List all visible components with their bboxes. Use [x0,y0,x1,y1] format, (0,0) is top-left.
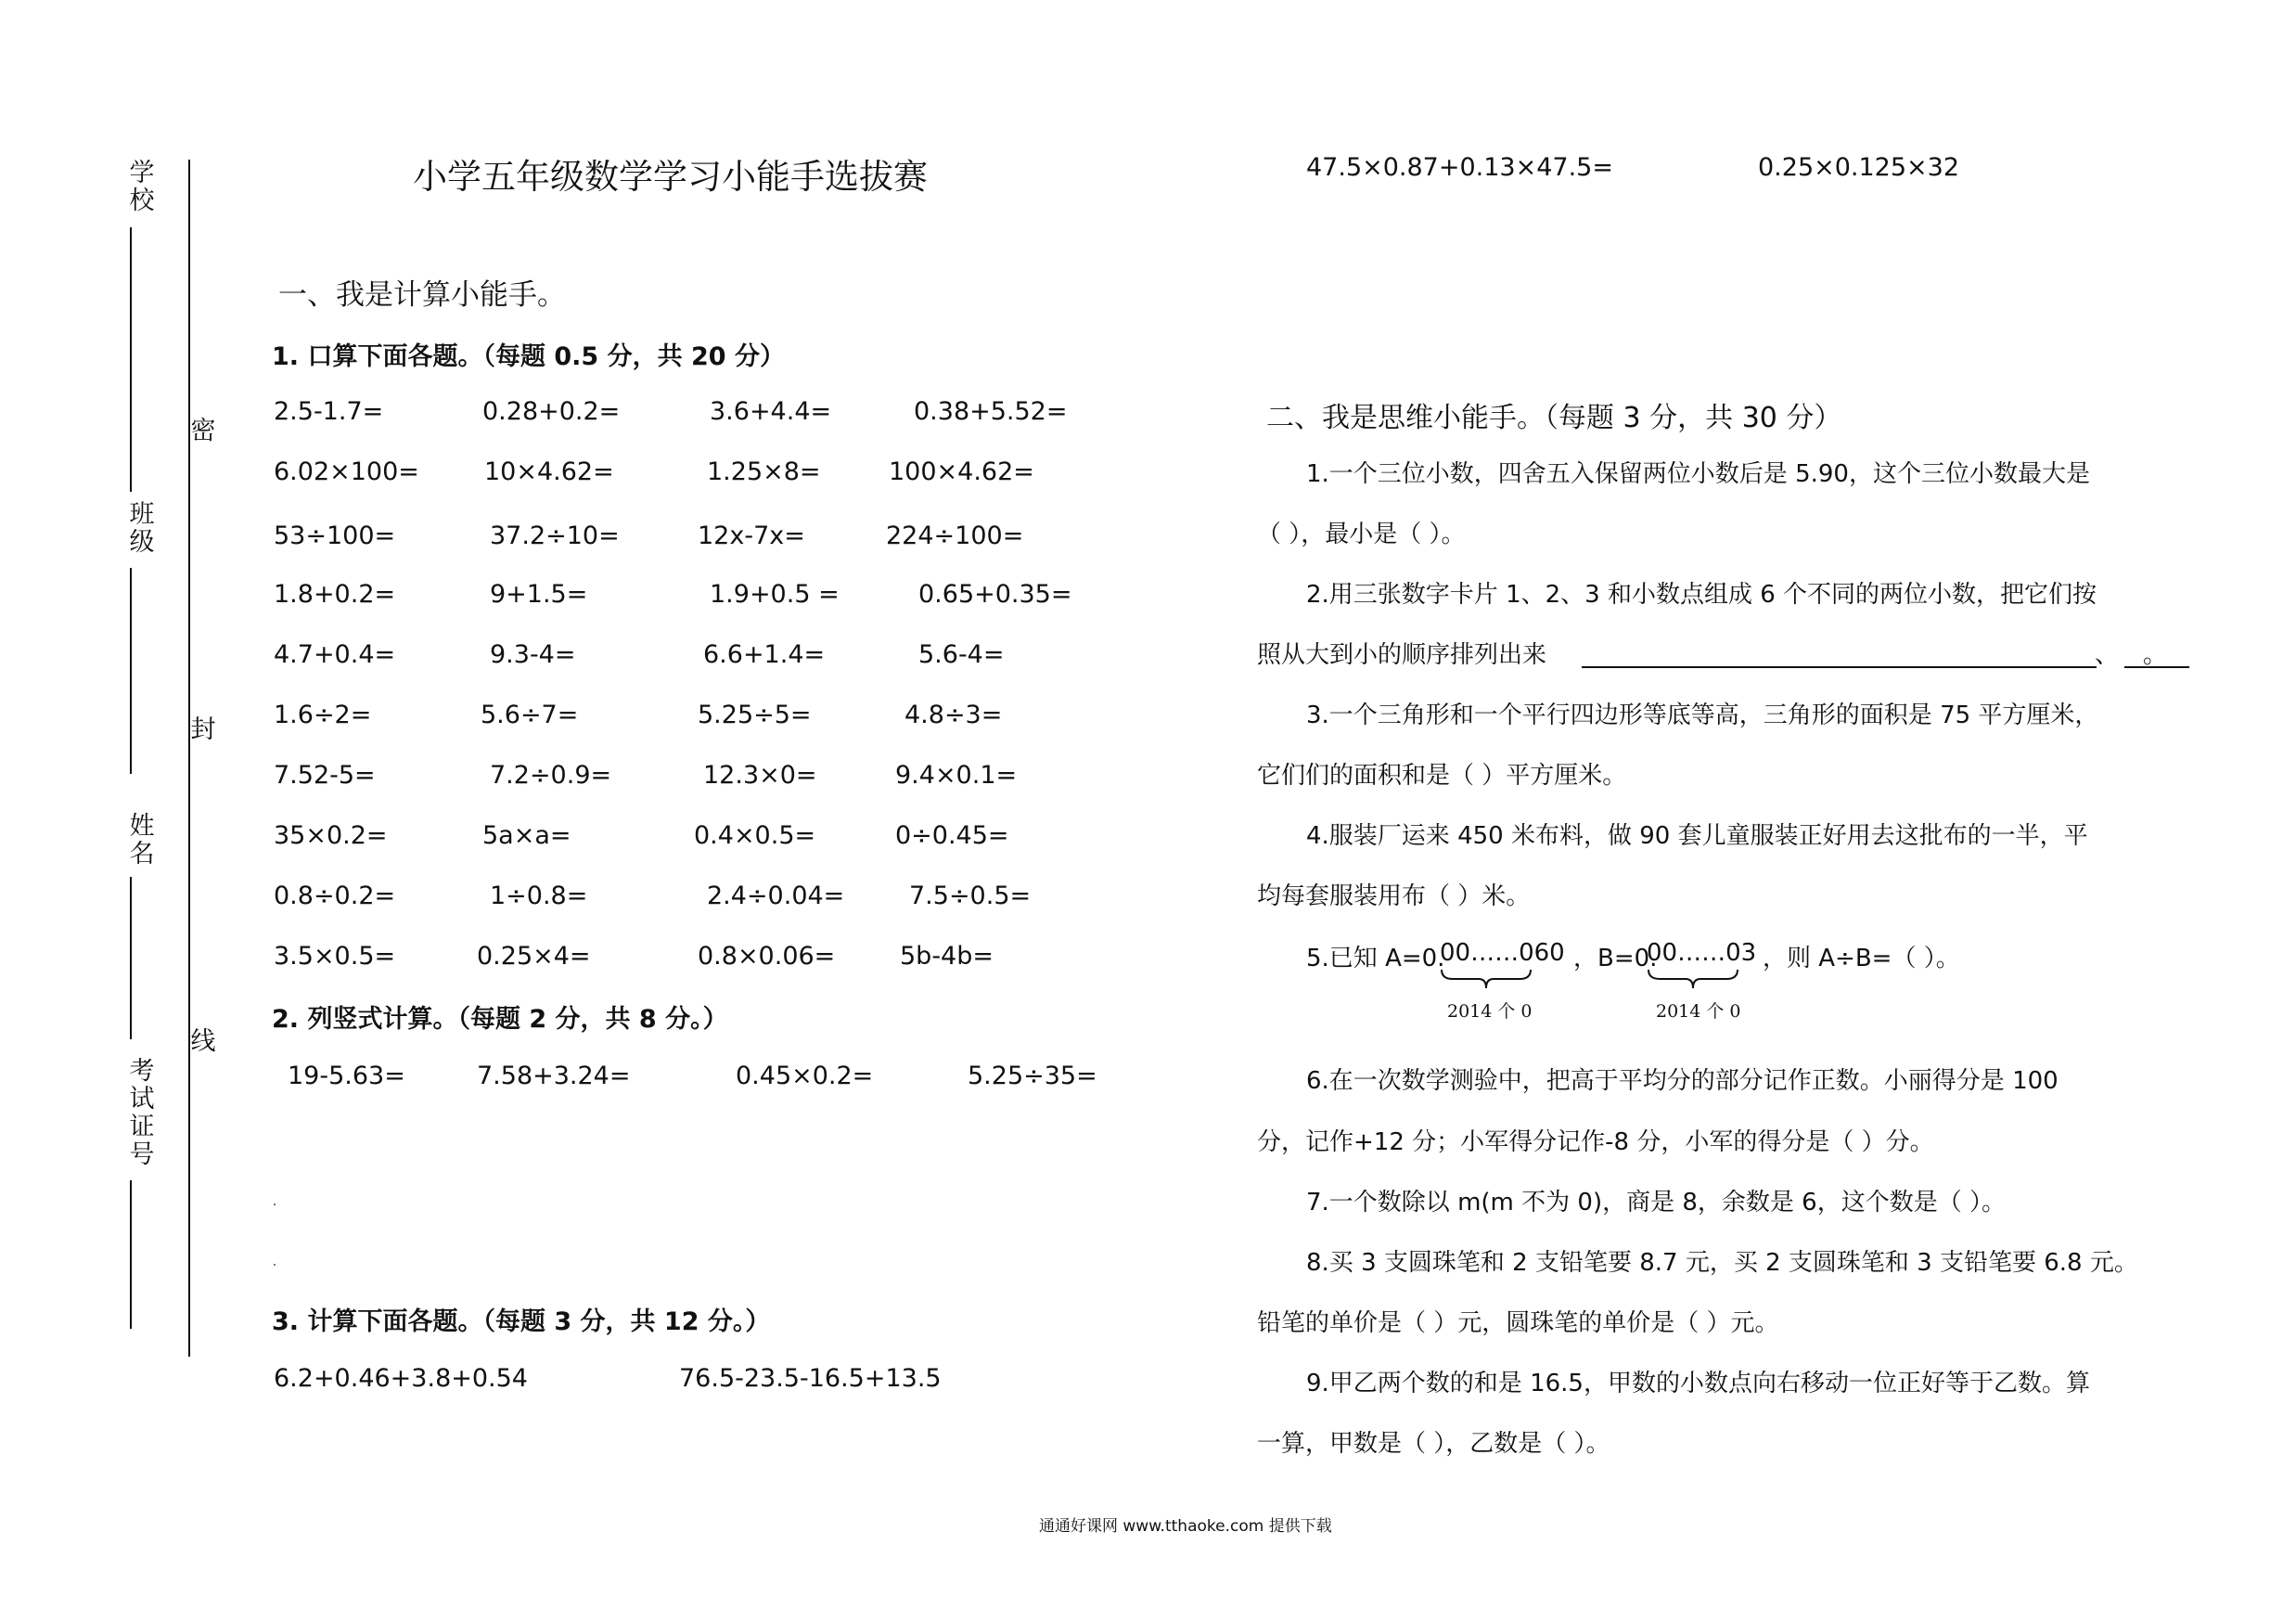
oral-calc-item: 5a×a= [482,821,571,850]
q3-line2: 它们们的面积和是（ ）平方厘米。 [1257,762,1627,790]
vertical-calc-item: 0.45×0.2= [736,1062,874,1090]
oral-calc-item: 6.6+1.4= [703,640,826,669]
oral-calc-item: 35×0.2= [274,821,388,850]
q5-b-lead: ，B=0. [1573,945,1658,972]
oral-calc-item: 5.6÷7= [481,701,579,729]
oral-calc-item: 1.25×8= [707,457,821,486]
oral-calc-item: 7.5÷0.5= [909,882,1032,910]
q4-line1: 4.服装厂运来 450 米布料，做 90 套儿童服装正好用去这批布的一半，平 [1306,822,2088,850]
oral-calc-item: 4.7+0.4= [274,640,396,669]
underbrace-b [1647,968,1739,990]
sec3-heading: 3. 计算下面各题。（每题 3 分，共 12 分。） [272,1307,771,1336]
oral-calc-item: 0.28+0.2= [482,397,621,426]
oral-calc-item: 1÷0.8= [490,882,588,910]
scan-mark [274,1204,276,1205]
q5-lead: 5.已知 A=0. [1306,945,1445,972]
oral-calc-item: 1.6÷2= [274,701,372,729]
q2-line1: 2.用三张数字卡片 1、2、3 和小数点组成 6 个不同的两位小数，把它们按 [1306,581,2097,609]
oral-calc-item: 0.8÷0.2= [274,882,396,910]
part1-heading: 一、我是计算小能手。 [278,278,566,312]
part2-heading: 二、我是思维小能手。（每题 3 分，共 30 分） [1266,402,1842,434]
oral-calc-item: 6.02×100= [274,457,419,486]
oral-calc-item: 1.8+0.2= [274,580,396,609]
oral-calc-item: 7.52-5= [274,761,376,790]
calc-item: 0.25×0.125×32 [1758,153,1960,182]
binding-class-label: 班级 [129,500,155,557]
oral-calc-item: 0.4×0.5= [694,821,816,850]
q6-line1: 6.在一次数学测验中，把高于平均分的部分记作正数。小丽得分是 100 [1306,1067,2059,1095]
oral-calc-item: 53÷100= [274,521,396,550]
oral-calc-item: 0÷0.45= [895,821,1009,850]
q8-line1: 8.买 3 支圆珠笔和 2 支铅笔要 8.7 元，买 2 支圆珠笔和 3 支铅笔要 6.8 元。 [1306,1249,2138,1277]
footer-source: 通通好课网 www.tthaoke.com 提供下载 [1039,1517,1332,1536]
q1-line1: 1.一个三位小数，四舍五入保留两位小数后是 5.90，这个三位小数最大是 [1306,460,2090,488]
seal-line [188,160,190,1357]
oral-calc-item: 0.8×0.06= [698,942,836,971]
answer-blank [1582,666,2097,668]
oral-calc-item: 9.4×0.1= [895,761,1018,790]
seal-feng-label: 封 [190,715,216,744]
binding-line [130,227,132,492]
q2-end: 。 [2143,641,2168,669]
seal-mi-label: 密 [190,417,216,445]
oral-calc-item: 9.3-4= [490,640,576,669]
oral-calc-item: 5b-4b= [900,942,994,971]
sec1-heading: 1. 口算下面各题。（每题 0.5 分，共 20 分） [272,342,785,371]
oral-calc-item: 12x-7x= [698,521,805,550]
oral-calc-item: 0.25×4= [477,942,591,971]
seal-xian-label: 线 [190,1027,216,1056]
calc-item: 47.5×0.87+0.13×47.5= [1306,153,1613,182]
oral-calc-item: 1.9+0.5 = [710,580,840,609]
calc-item: 6.2+0.46+3.8+0.54 [274,1364,528,1393]
oral-calc-item: 3.6+4.4= [710,397,832,426]
q8-line2: 铅笔的单价是（ ）元，圆珠笔的单价是（ ）元。 [1257,1309,1779,1337]
oral-calc-item: 100×4.62= [889,457,1034,486]
oral-calc-item: 7.2÷0.9= [490,761,612,790]
q9-line1: 9.甲乙两个数的和是 16.5，甲数的小数点向右移动一位正好等于乙数。算 [1306,1370,2090,1397]
q2-separator: 、 [2095,641,2120,669]
vertical-calc-item: 19-5.63= [288,1062,405,1090]
binding-name-label: 姓名 [129,812,155,869]
calc-item: 76.5-23.5-16.5+13.5 [679,1364,942,1393]
sec2-heading: 2. 列竖式计算。（每题 2 分，共 8 分。） [272,1005,728,1034]
q5-b-digits: 00……03 [1647,939,1757,967]
q2-line2: 照从大到小的顺序排列出来 [1257,641,1547,669]
binding-line [130,877,132,1039]
binding-line [130,568,132,774]
vertical-calc-item: 5.25÷35= [968,1062,1097,1090]
binding-exam-id-label: 考试证号 [129,1057,155,1169]
oral-calc-item: 9+1.5= [490,580,588,609]
oral-calc-item: 12.3×0= [703,761,817,790]
q5-a-digits: 00……060 [1440,939,1565,967]
oral-calc-item: 0.65+0.35= [918,580,1072,609]
q5-tail: ，则 A÷B=（ ）。 [1763,945,1960,972]
q9-line2: 一算，甲数是（ ），乙数是（ ）。 [1257,1430,1610,1458]
oral-calc-item: 2.4÷0.04= [707,882,845,910]
brace-note-b: 2014 个 0 [1656,1001,1741,1022]
q1-line2: （ ），最小是（ ）。 [1257,521,1466,548]
oral-calc-item: 37.2÷10= [490,521,620,550]
binding-line [130,1180,132,1329]
oral-calc-item: 2.5-1.7= [274,397,384,426]
q7-line1: 7.一个数除以 m(m 不为 0)，商是 8，余数是 6，这个数是（ ）。 [1306,1189,2006,1216]
q6-line2: 分，记作+12 分；小军得分记作-8 分，小军的得分是（ ）分。 [1257,1128,1934,1156]
oral-calc-item: 10×4.62= [484,457,614,486]
vertical-calc-item: 7.58+3.24= [477,1062,631,1090]
oral-calc-item: 0.38+5.52= [914,397,1068,426]
brace-note-a: 2014 个 0 [1447,1001,1533,1022]
oral-calc-item: 3.5×0.5= [274,942,396,971]
oral-calc-item: 224÷100= [886,521,1024,550]
q4-line2: 均每套服装用布（ ）米。 [1257,882,1531,910]
binding-school-label: 学校 [129,159,155,215]
underbrace-a [1440,968,1533,990]
page-title: 小学五年级数学学习小能手选拔赛 [413,157,928,197]
oral-calc-item: 5.6-4= [918,640,1005,669]
q3-line1: 3.一个三角形和一个平行四边形等底等高，三角形的面积是 75 平方厘米， [1306,702,2099,729]
oral-calc-item: 5.25÷5= [698,701,812,729]
oral-calc-item: 4.8÷3= [904,701,1003,729]
scan-mark [274,1264,276,1266]
